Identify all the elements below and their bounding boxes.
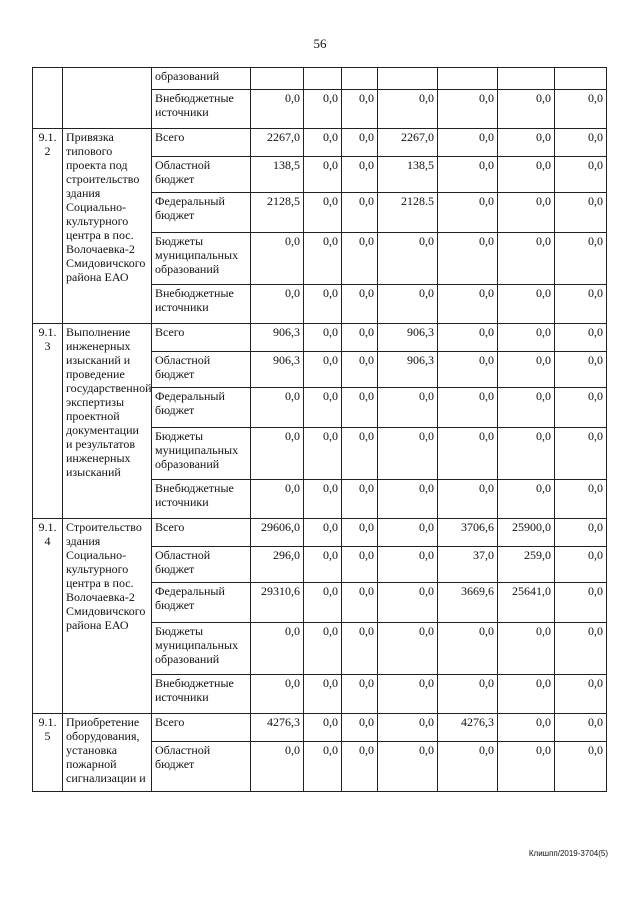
value-cell: 0,0	[498, 90, 555, 129]
value-cell: 0,0	[438, 388, 498, 428]
value-cell: 37,0	[438, 547, 498, 583]
value-cell: 0,0	[304, 742, 342, 792]
value-cell: 0,0	[304, 129, 342, 157]
value-cell: 25641,0	[498, 583, 555, 623]
value-cell: 0,0	[378, 480, 438, 519]
value-cell: 0,0	[438, 428, 498, 480]
value-cell: 0,0	[378, 675, 438, 714]
funding-source: Бюджеты муниципальных образований	[152, 233, 251, 285]
value-cell	[438, 68, 498, 90]
value-cell: 0,0	[304, 547, 342, 583]
value-cell: 0,0	[555, 583, 607, 623]
value-cell: 0,0	[342, 480, 378, 519]
value-cell: 0,0	[378, 233, 438, 285]
funding-source: Областной бюджет	[152, 352, 251, 388]
value-cell: 0,0	[498, 233, 555, 285]
value-cell: 0,0	[342, 742, 378, 792]
value-cell: 0,0	[342, 714, 378, 742]
value-cell: 138,5	[251, 157, 304, 193]
value-cell: 0,0	[304, 90, 342, 129]
value-cell: 0,0	[378, 583, 438, 623]
value-cell: 0,0	[378, 388, 438, 428]
value-cell: 0,0	[555, 324, 607, 352]
value-cell: 0,0	[438, 480, 498, 519]
value-cell: 0,0	[378, 742, 438, 792]
table-row	[33, 519, 607, 547]
value-cell: 0,0	[251, 480, 304, 519]
value-cell: 0,0	[438, 623, 498, 675]
funding-source: Внебюджетные источники	[152, 675, 251, 714]
funding-source: Внебюджетные источники	[152, 480, 251, 519]
value-cell: 0,0	[438, 129, 498, 157]
value-cell: 0,0	[438, 193, 498, 233]
value-cell: 0,0	[342, 352, 378, 388]
value-cell: 0,0	[251, 233, 304, 285]
value-cell: 0,0	[342, 90, 378, 129]
item-name: Приобретение оборудования, установка пожарной сигнализации и	[63, 714, 152, 792]
value-cell: 3669,6	[438, 583, 498, 623]
value-cell: 4276,3	[438, 714, 498, 742]
value-cell: 0,0	[438, 675, 498, 714]
value-cell	[555, 68, 607, 90]
funding-source: Федеральный бюджет	[152, 193, 251, 233]
value-cell: 0,0	[555, 428, 607, 480]
value-cell: 0,0	[498, 129, 555, 157]
value-cell: 0,0	[555, 714, 607, 742]
value-cell: 0,0	[555, 233, 607, 285]
funding-source: Федеральный бюджет	[152, 583, 251, 623]
value-cell: 0,0	[251, 388, 304, 428]
table-row	[33, 714, 607, 742]
value-cell: 0,0	[498, 157, 555, 193]
value-cell: 0,0	[378, 519, 438, 547]
funding-source: Всего	[152, 714, 251, 742]
value-cell: 0,0	[251, 675, 304, 714]
value-cell	[378, 68, 438, 90]
value-cell: 0,0	[251, 742, 304, 792]
item-name: Строительство здания Социально-культурного центра в пос. Волочаевка-2 Смидовичского района ЕАО	[63, 519, 152, 714]
value-cell: 0,0	[498, 324, 555, 352]
value-cell: 0,0	[555, 129, 607, 157]
value-cell: 0,0	[498, 193, 555, 233]
value-cell: 0,0	[378, 428, 438, 480]
value-cell	[342, 68, 378, 90]
value-cell: 4276,3	[251, 714, 304, 742]
value-cell: 0,0	[555, 547, 607, 583]
value-cell: 0,0	[304, 233, 342, 285]
item-name: Привязка типового проекта под строительство здания Социально-культурного центра в пос. Волочаевка-2 Смидовичского района ЕАО	[63, 129, 152, 324]
value-cell: 0,0	[304, 324, 342, 352]
value-cell: 0,0	[498, 742, 555, 792]
value-cell: 0,0	[342, 623, 378, 675]
value-cell: 0,0	[304, 428, 342, 480]
value-cell: 0,0	[342, 675, 378, 714]
value-cell: 0,0	[498, 388, 555, 428]
funding-source: Всего	[152, 324, 251, 352]
value-cell: 0,0	[304, 675, 342, 714]
value-cell: 0,0	[555, 519, 607, 547]
value-cell: 0,0	[438, 324, 498, 352]
value-cell: 29606,0	[251, 519, 304, 547]
value-cell: 3706,6	[438, 519, 498, 547]
value-cell: 259,0	[498, 547, 555, 583]
value-cell: 2267,0	[251, 129, 304, 157]
funding-source: Областной бюджет	[152, 547, 251, 583]
funding-source: Областной бюджет	[152, 157, 251, 193]
funding-source: Внебюджетные источники	[152, 285, 251, 324]
value-cell: 0,0	[378, 714, 438, 742]
value-cell: 0,0	[251, 285, 304, 324]
value-cell: 2128,5	[251, 193, 304, 233]
value-cell: 906,3	[251, 352, 304, 388]
value-cell: 0,0	[498, 623, 555, 675]
value-cell: 0,0	[304, 157, 342, 193]
value-cell: 0,0	[555, 480, 607, 519]
budget-table	[32, 67, 607, 792]
value-cell: 0,0	[304, 285, 342, 324]
value-cell: 0,0	[438, 90, 498, 129]
value-cell: 0,0	[498, 675, 555, 714]
value-cell: 2267,0	[378, 129, 438, 157]
funding-source: образований	[152, 68, 251, 90]
table-row	[33, 129, 607, 157]
value-cell: 0,0	[438, 157, 498, 193]
value-cell: 0,0	[378, 90, 438, 129]
value-cell: 0,0	[438, 352, 498, 388]
value-cell: 0,0	[304, 623, 342, 675]
value-cell: 0,0	[342, 193, 378, 233]
value-cell: 906,3	[378, 352, 438, 388]
value-cell: 906,3	[251, 324, 304, 352]
value-cell: 0,0	[555, 193, 607, 233]
item-name: Выполнение инженерных изысканий и проведение государственной экспертизы проектной документации и результатов инженерных изысканий	[63, 324, 152, 519]
value-cell: 0,0	[555, 675, 607, 714]
footer-code: Клишпп/2019-3704(5)	[528, 849, 608, 858]
value-cell: 0,0	[251, 623, 304, 675]
value-cell: 0,0	[342, 285, 378, 324]
value-cell: 0,0	[342, 233, 378, 285]
value-cell	[304, 68, 342, 90]
value-cell: 0,0	[304, 388, 342, 428]
value-cell: 0,0	[498, 285, 555, 324]
funding-source: Федеральный бюджет	[152, 388, 251, 428]
funding-source: Бюджеты муниципальных образований	[152, 428, 251, 480]
value-cell: 2128.5	[378, 193, 438, 233]
value-cell: 0,0	[555, 388, 607, 428]
item-number: 9.1. 3	[33, 324, 63, 519]
funding-source: Всего	[152, 519, 251, 547]
table-row	[33, 324, 607, 352]
value-cell	[251, 68, 304, 90]
page-number: 56	[313, 36, 327, 51]
table-body	[33, 68, 607, 792]
value-cell: 0,0	[304, 714, 342, 742]
value-cell: 0,0	[498, 714, 555, 742]
value-cell: 0,0	[498, 352, 555, 388]
value-cell: 906,3	[378, 324, 438, 352]
funding-source: Бюджеты муниципальных образований	[152, 623, 251, 675]
value-cell: 0,0	[342, 129, 378, 157]
value-cell: 0,0	[498, 428, 555, 480]
value-cell: 0,0	[342, 583, 378, 623]
value-cell: 0,0	[304, 193, 342, 233]
value-cell: 0,0	[555, 157, 607, 193]
value-cell: 29310,6	[251, 583, 304, 623]
funding-source: Областной бюджет	[152, 742, 251, 792]
table-row	[33, 68, 607, 90]
value-cell: 0,0	[378, 285, 438, 324]
value-cell: 0,0	[342, 157, 378, 193]
value-cell: 0,0	[342, 428, 378, 480]
item-number: 9.1. 4	[33, 519, 63, 714]
value-cell: 0,0	[438, 285, 498, 324]
value-cell	[498, 68, 555, 90]
value-cell: 0,0	[342, 324, 378, 352]
value-cell: 0,0	[555, 352, 607, 388]
value-cell: 138,5	[378, 157, 438, 193]
value-cell: 25900,0	[498, 519, 555, 547]
value-cell: 0,0	[342, 388, 378, 428]
value-cell: 0,0	[304, 583, 342, 623]
funding-source: Всего	[152, 129, 251, 157]
value-cell: 0,0	[378, 623, 438, 675]
item-number: 9.1. 2	[33, 129, 63, 324]
value-cell: 0,0	[498, 480, 555, 519]
value-cell: 0,0	[438, 742, 498, 792]
value-cell: 0,0	[304, 480, 342, 519]
funding-source: Внебюджетные источники	[152, 90, 251, 129]
value-cell: 0,0	[555, 285, 607, 324]
item-number	[33, 68, 63, 129]
value-cell: 296,0	[251, 547, 304, 583]
value-cell: 0,0	[304, 352, 342, 388]
value-cell: 0,0	[342, 519, 378, 547]
value-cell: 0,0	[438, 233, 498, 285]
value-cell: 0,0	[304, 519, 342, 547]
value-cell: 0,0	[555, 90, 607, 129]
value-cell: 0,0	[251, 428, 304, 480]
value-cell: 0,0	[378, 547, 438, 583]
value-cell: 0,0	[555, 623, 607, 675]
value-cell: 0,0	[342, 547, 378, 583]
value-cell: 0,0	[251, 90, 304, 129]
item-number: 9.1. 5	[33, 714, 63, 792]
value-cell: 0,0	[555, 742, 607, 792]
item-name	[63, 68, 152, 129]
